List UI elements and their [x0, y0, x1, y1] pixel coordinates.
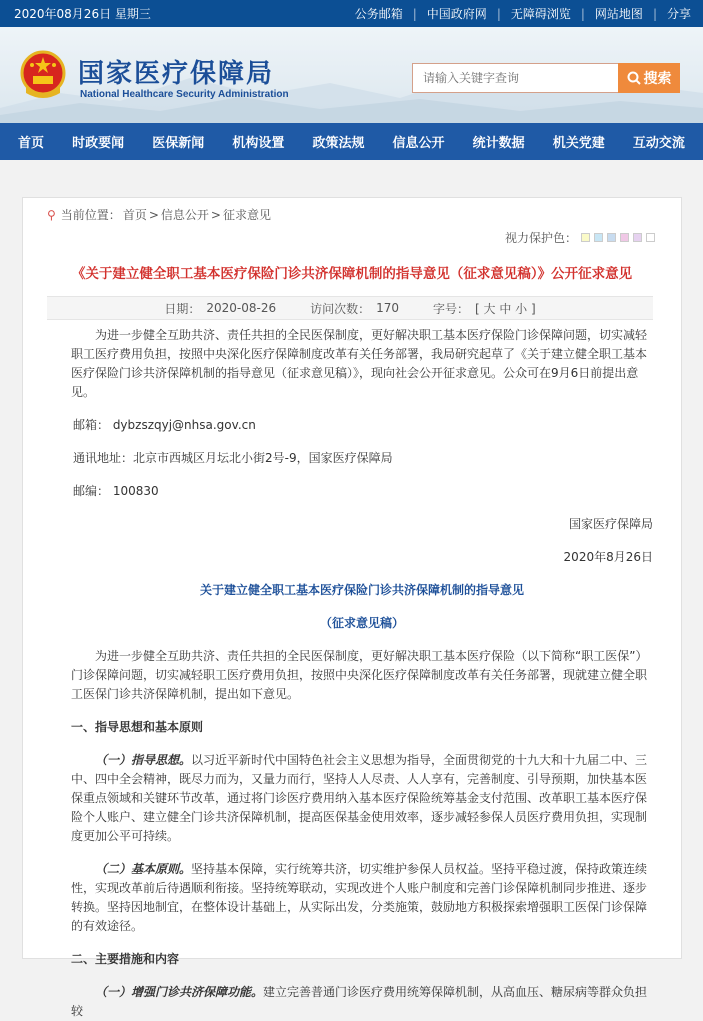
color-swatch[interactable]	[581, 233, 590, 242]
site-title: 国家医疗保障局	[78, 59, 275, 89]
breadcrumb	[47, 206, 271, 223]
nav-item-insurance-news[interactable]: 医保新闻	[152, 136, 205, 151]
document-intro: 为进一步健全互助共济、责任共担的全民医保制度，更好解决职工基本医疗保险（以下简称“职工医保”）门诊保障问题，切实减轻职工医疗费用负担，按照中央深化医疗保障制度改革有关任务部署，现就建立健全职工医保门诊共济保障机制，提出如下意见。	[71, 649, 648, 701]
divider: |	[496, 6, 501, 21]
article-title: 《关于建立健全职工基本医疗保险门诊共济保障机制的指导意见（征求意见稿）》公开征求意见	[71, 266, 633, 282]
search-input[interactable]	[412, 63, 618, 93]
paragraph-keyword: （一）增强门诊共济保障功能。	[95, 985, 264, 999]
signature: 国家医疗保障局	[568, 517, 653, 531]
location-pin-icon: ⚲	[47, 207, 56, 222]
color-swatch[interactable]	[620, 233, 629, 242]
section-heading: 二、主要措施和内容	[71, 952, 180, 966]
intro-paragraph: 为进一步健全互助共济、责任共担的全民医保制度，更好解决职工基本医疗保险门诊保障问题，切实减轻职工医疗费用负担，按照中央深化医疗保障制度改革有关任务部署，我局研究起草了《关于建立健全职工基本医疗保险门诊共济保障机制的指导意见（征求意见稿）》，现向社会公开征求意见。公众可在9月6日前提出意见。	[71, 328, 648, 399]
link-accessibility[interactable]: 无障碍浏览	[510, 7, 571, 21]
paragraph-text: 坚持基本保障，实行统筹共济，切实维护参保人员权益。坚持平稳过渡，保持政策连续性，实现改革前后待遇顺利衔接。坚持统筹联动，实现改进个人账户制度和完善门诊保障机制同步推进、逐步转换。坚持因地制宜，在整体设计基础上，从实际出发，分类施策，鼓励地方积极探索增强职工医保门诊保障的有效途径。	[71, 862, 648, 933]
breadcrumb-info-public[interactable]: 信息公开	[160, 208, 209, 222]
breadcrumb-consultation[interactable]: 征求意见	[222, 208, 271, 222]
font-size-controls[interactable]: [ 大 中 小 ]	[475, 301, 536, 316]
breadcrumb-home[interactable]: 首页	[122, 208, 147, 222]
nav-item-organization[interactable]: 机构设置	[232, 136, 285, 151]
search-button-label: 搜索	[643, 71, 672, 87]
color-swatch[interactable]	[633, 233, 642, 242]
paragraph-keyword: （二）基本原则。	[95, 862, 192, 876]
top-bar	[0, 0, 703, 27]
site-subtitle: National Healthcare Security Administration	[80, 89, 289, 100]
breadcrumb-separator: >	[210, 207, 221, 222]
paragraph	[71, 751, 653, 846]
divider: |	[652, 6, 657, 21]
search-icon	[627, 71, 641, 85]
nav-item-policy[interactable]: 政策法规	[312, 136, 365, 151]
contact-address: 通讯地址：北京市西城区月坛北小街2号-9，国家医疗保障局	[73, 451, 393, 465]
paragraph-text: 以习近平新时代中国特色社会主义思想为指导，全面贯彻党的十九大和十九届二中、三中、四中全会精神，既尽力而为，又量力而行，坚持人人尽责、人人享有，完善制度、引导预期，加快基本医保重点领域和关键环节改革，通过将门诊医疗费用纳入基本医疗保险统筹基金支付范围、改革职工基本医疗保险个人账户、建立健全门诊共济保障机制，提高医保基金使用效率，逐步减轻参保人员医疗费用负担，实现制度更加公平可持续。	[71, 753, 648, 843]
nav-item-news[interactable]: 时政要闻	[72, 136, 125, 151]
search-bar	[412, 63, 680, 93]
top-links	[355, 5, 691, 22]
link-gov-mail[interactable]: 公务邮箱	[354, 7, 403, 21]
site-header	[0, 27, 703, 123]
paragraph-keyword: （一）指导思想。	[95, 753, 192, 767]
eye-protection-colors	[505, 229, 655, 246]
link-gov-cn[interactable]: 中国政府网	[426, 7, 487, 21]
divider: |	[412, 6, 417, 21]
article-container	[22, 197, 682, 1018]
main-nav	[0, 123, 703, 160]
paragraph-text: 建立完善普通门诊医疗费用统筹保障机制，从高血压、糖尿病等群众负担较	[71, 985, 648, 1018]
color-swatch[interactable]	[594, 233, 603, 242]
contact-email: 邮箱： dybzszqyj@nhsa.gov.cn	[73, 418, 256, 432]
document-title: 关于建立健全职工基本医疗保险门诊共济保障机制的指导意见	[199, 583, 524, 597]
nav-item-statistics[interactable]: 统计数据	[472, 136, 525, 151]
breadcrumb-prefix: 当前位置：	[60, 208, 121, 222]
current-date: 2020年08月26日 星期三	[14, 7, 151, 21]
search-button[interactable]	[618, 63, 680, 93]
link-sitemap[interactable]: 网站地图	[594, 7, 643, 21]
article-meta	[47, 296, 653, 320]
article-body	[71, 326, 653, 1021]
font-size-label: 字号：	[433, 301, 470, 316]
view-count: 170	[376, 301, 400, 315]
section-heading: 一、指导思想和基本原则	[71, 720, 204, 734]
nav-item-interaction[interactable]: 互动交流	[632, 136, 685, 151]
color-swatch[interactable]	[607, 233, 616, 242]
paragraph	[71, 983, 653, 1021]
contact-postcode: 邮编： 100830	[73, 484, 159, 498]
nav-item-home[interactable]: 首页	[18, 136, 45, 151]
signature-date: 2020年8月26日	[563, 550, 653, 564]
nav-item-info-public[interactable]: 信息公开	[392, 136, 445, 151]
national-emblem-icon	[20, 49, 66, 101]
paragraph	[71, 860, 653, 936]
divider: |	[580, 6, 585, 21]
publish-date: 2020-08-26	[206, 301, 277, 315]
breadcrumb-separator: >	[148, 207, 159, 222]
document-subtitle: （征求意见稿）	[319, 616, 404, 630]
color-swatch[interactable]	[646, 233, 655, 242]
nav-item-party[interactable]: 机关党建	[552, 136, 605, 151]
date-label: 日期：	[164, 301, 201, 316]
link-share[interactable]: 分享	[666, 7, 691, 21]
views-label: 访问次数：	[310, 301, 371, 316]
eye-protection-label: 视力保护色：	[504, 231, 577, 245]
